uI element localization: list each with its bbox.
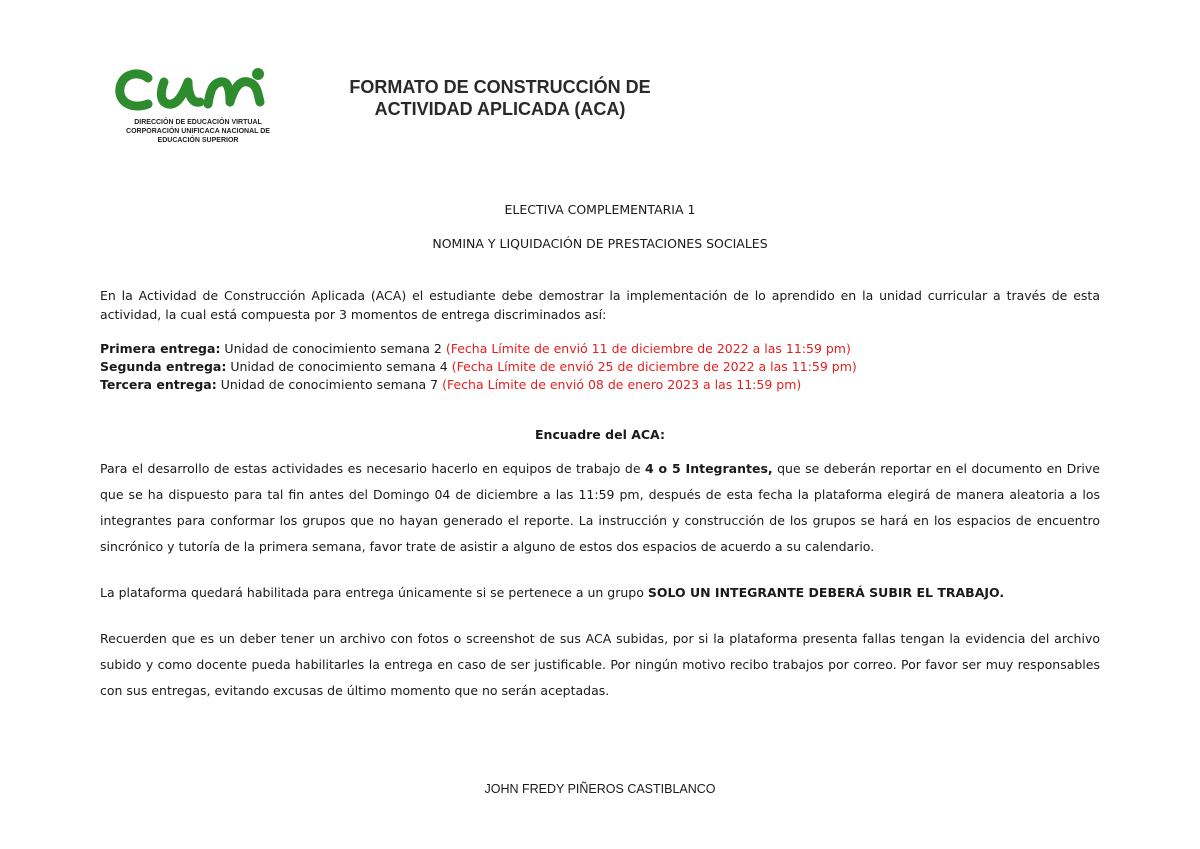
course-topic: NOMINA Y LIQUIDACIÓN DE PRESTACIONES SOCIALES <box>432 236 768 251</box>
delivery-deadline: (Fecha Límite de envió 11 de diciembre de 2022 a las 11:59 pm) <box>445 341 851 356</box>
delivery-item <box>100 376 1100 394</box>
deliveries-list <box>100 340 1100 394</box>
delivery-item <box>100 340 1100 358</box>
title-line-2: ACTIVIDAD APLICADA (ACA) <box>374 99 626 119</box>
p2-bold: SOLO UN INTEGRANTE DEBERÁ SUBIR EL TRABAJO. <box>647 585 1005 600</box>
logo-line: CORPORACIÓN UNIFICACA NACIONAL DE <box>126 128 270 135</box>
delivery-unit: Unidad de conocimiento semana 4 <box>226 359 452 374</box>
delivery-deadline: (Fecha Límite de envió 08 de enero 2023 a las 11:59 pm) <box>442 377 802 392</box>
delivery-deadline: (Fecha Límite de envió 25 de diciembre de 2022 a las 11:59 pm) <box>451 359 857 374</box>
delivery-label: Primera entrega: <box>100 341 221 356</box>
framing-paragraph-3: Recuerden que es un deber tener un archivo con fotos o screenshot de sus ACA subidas, por si la plataforma presenta fallas tengan la evidencia del archivo subido y como docente pueda habilitarles la entrega en caso de ser justificable. Por ningún motivo recibo trabajos por correo. Por favor ser muy responsables con sus entregas, evitando excusas de último momento que no serán aceptadas. <box>100 631 1100 698</box>
author-name: JOHN FREDY PIÑEROS CASTIBLANCO <box>484 782 716 796</box>
logo-caption <box>108 118 288 145</box>
framing-paragraph-2 <box>100 580 1100 606</box>
cun-logo-mark <box>108 62 288 118</box>
p1-text-end: que se deberán reportar en el documento en Drive que se ha dispuesto para tal fin antes del Domingo 04 de diciembre a las 11:59 pm, después de esta fecha la plataforma elegirá de manera aleatoria a los integrantes para conformar los grupos que no hayan generado el reporte. La instrucción y construcción de los grupos se hará en los espacios de encuentro sincrónico y tutoría de la primera semana, favor trate de asistir a alguno de estos dos espacios de acuerdo a su calendario. <box>100 461 1100 554</box>
cun-logo <box>108 62 288 162</box>
document-title <box>300 76 700 120</box>
p1-bold: 4 o 5 Integrantes, <box>645 461 773 476</box>
p1-text: Para el desarrollo de estas actividades es necesario hacerlo en equipos de trabajo de <box>100 461 646 476</box>
delivery-item <box>100 358 1100 376</box>
delivery-label: Tercera entrega: <box>100 377 217 392</box>
title-line-1: FORMATO DE CONSTRUCCIÓN DE <box>349 77 651 97</box>
framing-title: Encuadre del ACA: <box>535 427 665 442</box>
logo-line: DIRECCIÓN DE EDUCACIÓN VIRTUAL <box>134 119 262 126</box>
framing-paragraph-1 <box>100 456 1100 560</box>
intro-paragraph: En la Actividad de Construcción Aplicada (ACA) el estudiante debe demostrar la implementación de lo aprendido en la unidad curricular a través de esta actividad, la cual está compuesta por 3 momentos de entrega discriminados así: <box>100 288 1100 322</box>
delivery-label: Segunda entrega: <box>100 359 227 374</box>
delivery-unit: Unidad de conocimiento semana 7 <box>216 377 443 392</box>
p2-text: La plataforma quedará habilitada para entrega únicamente si se pertenece a un grupo <box>100 585 648 600</box>
course-subject: ELECTIVA COMPLEMENTARIA 1 <box>504 202 696 217</box>
logo-line: EDUCACIÓN SUPERIOR <box>157 137 239 144</box>
delivery-unit: Unidad de conocimiento semana 2 <box>220 341 446 356</box>
